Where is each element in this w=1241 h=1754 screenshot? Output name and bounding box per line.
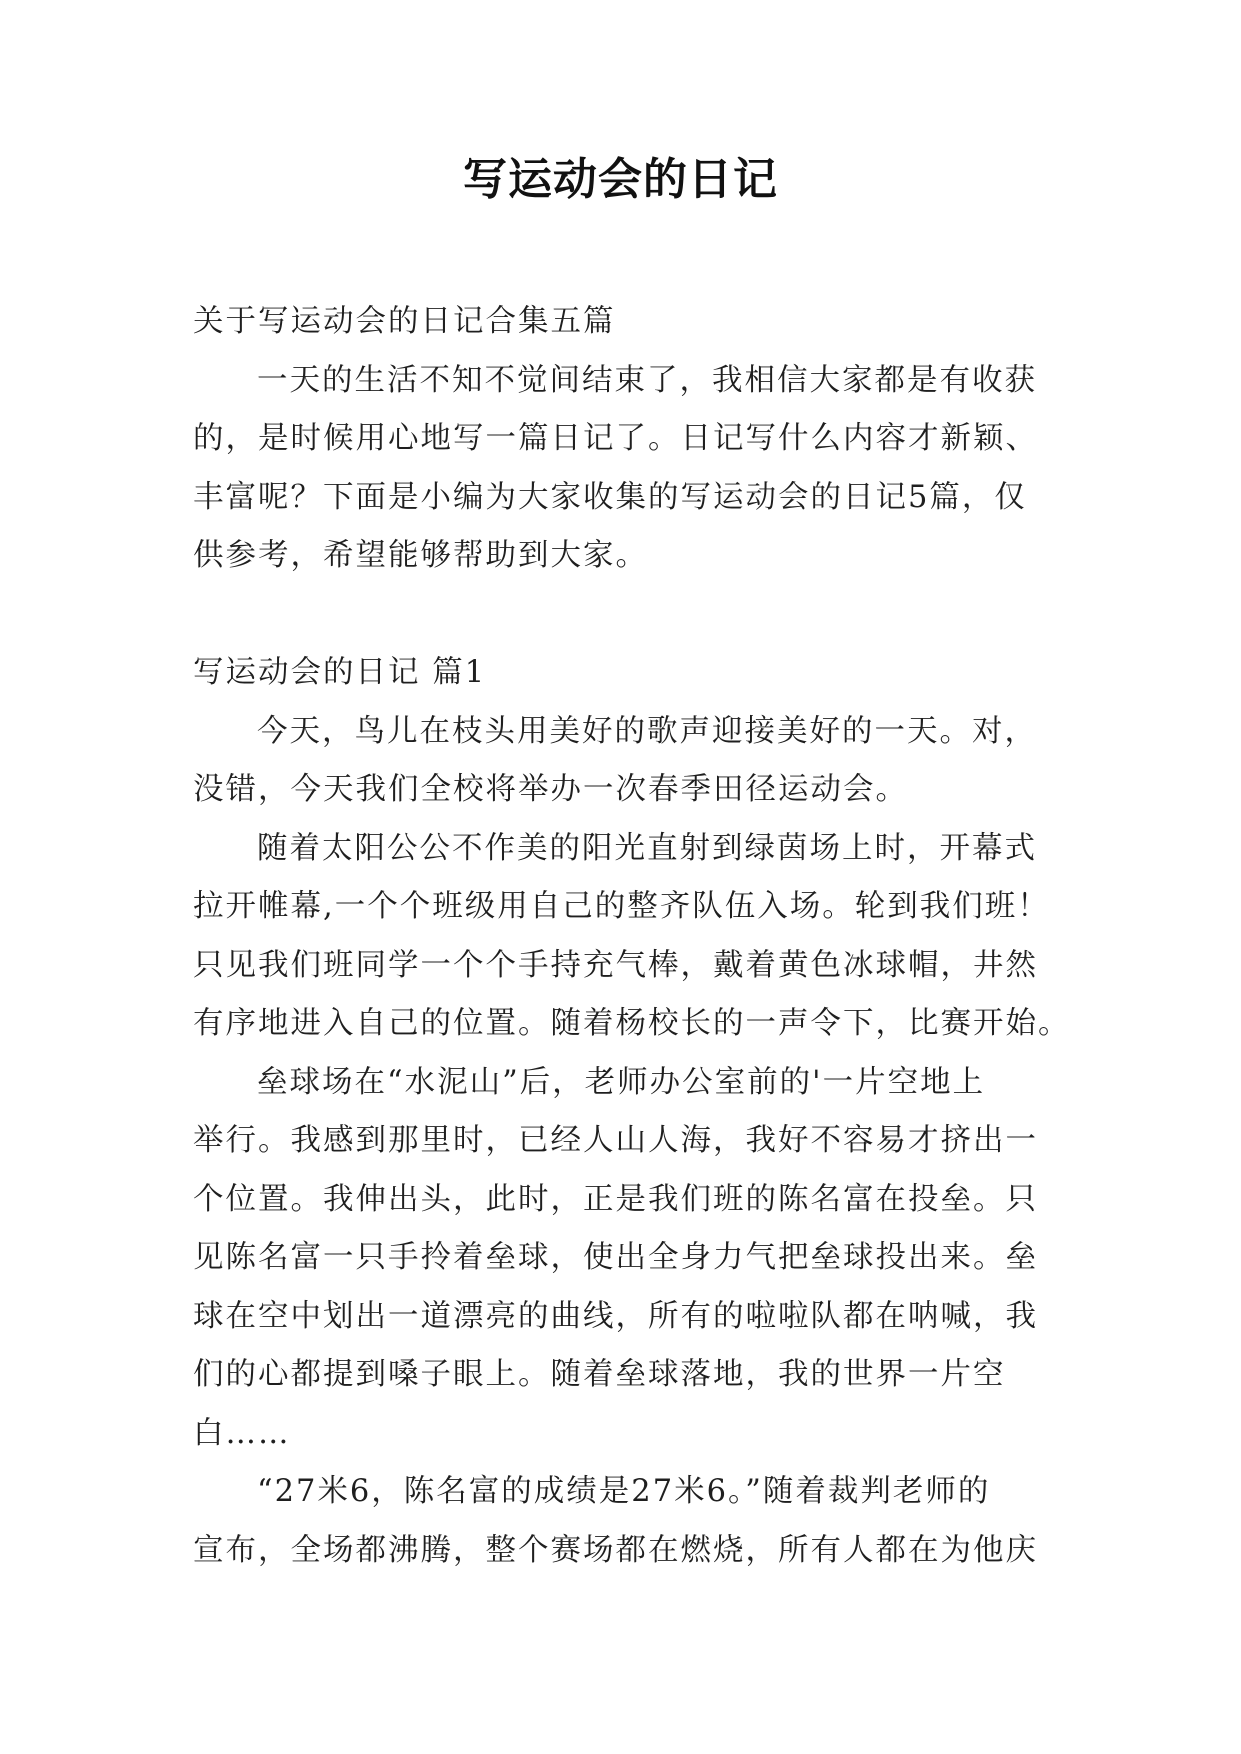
body-line: 今天，鸟儿在枝头用美好的歌声迎接美好的一天。对， <box>257 713 1037 749</box>
body-line: 宣布，全场都沸腾，整个赛场都在燃烧，所有人都在为他庆 <box>193 1532 1038 1568</box>
body-line: 关于写运动会的日记合集五篇 <box>193 304 616 339</box>
body-line: 没错，今天我们全校将举办一次春季田径运动会。 <box>193 772 908 807</box>
section-heading: 写运动会的日记 篇1 <box>193 655 487 690</box>
body-line: “27米6，陈名富的成绩是27米6。”随着裁判老师的 <box>257 1474 991 1509</box>
document-body <box>193 293 1073 1580</box>
body-line: 随着太阳公公不作美的阳光直射到绿茵场上时，开幕式 <box>257 830 1037 866</box>
body-line: 个位置。我伸出头，此时，正是我们班的陈名富在投垒。只 <box>193 1181 1038 1217</box>
body-line: 有序地进入自己的位置。随着杨校长的一声令下，比赛开始。 <box>193 1006 1071 1041</box>
body-line: 一天的生活不知不觉间结束了，我相信大家都是有收获 <box>257 362 1037 398</box>
body-line: 拉开帷幕,一个个班级用自己的整齐队伍入场。轮到我们班！ <box>193 889 1050 924</box>
body-line: 们的心都提到嗓子眼上。随着垒球落地，我的世界一片空 <box>193 1357 1006 1392</box>
paragraph-gap <box>193 586 1073 645</box>
body-line: 球在空中划出一道漂亮的曲线，所有的啦啦队都在呐喊，我 <box>193 1298 1038 1334</box>
body-line: 只见我们班同学一个个手持充气棒，戴着黄色冰球帽，井然 <box>193 947 1038 983</box>
body-line: 的，是时候用心地写一篇日记了。日记写什么内容才新颖、 <box>193 421 1038 456</box>
body-line: 供参考，希望能够帮助到大家。 <box>193 538 648 573</box>
body-line: 丰富呢？下面是小编为大家收集的写运动会的日记5篇，仅 <box>193 479 1027 515</box>
document-title: 写运动会的日记 <box>463 154 778 205</box>
body-line: 白…… <box>193 1415 291 1451</box>
body-line: 垒球场在“水泥山”后，老师办公室前的'一片空地上 <box>257 1064 986 1100</box>
body-line: 举行。我感到那里时，已经人山人海，我好不容易才挤出一 <box>193 1123 1038 1158</box>
body-line: 见陈名富一只手拎着垒球，使出全身力气把垒球投出来。垒 <box>193 1240 1038 1275</box>
